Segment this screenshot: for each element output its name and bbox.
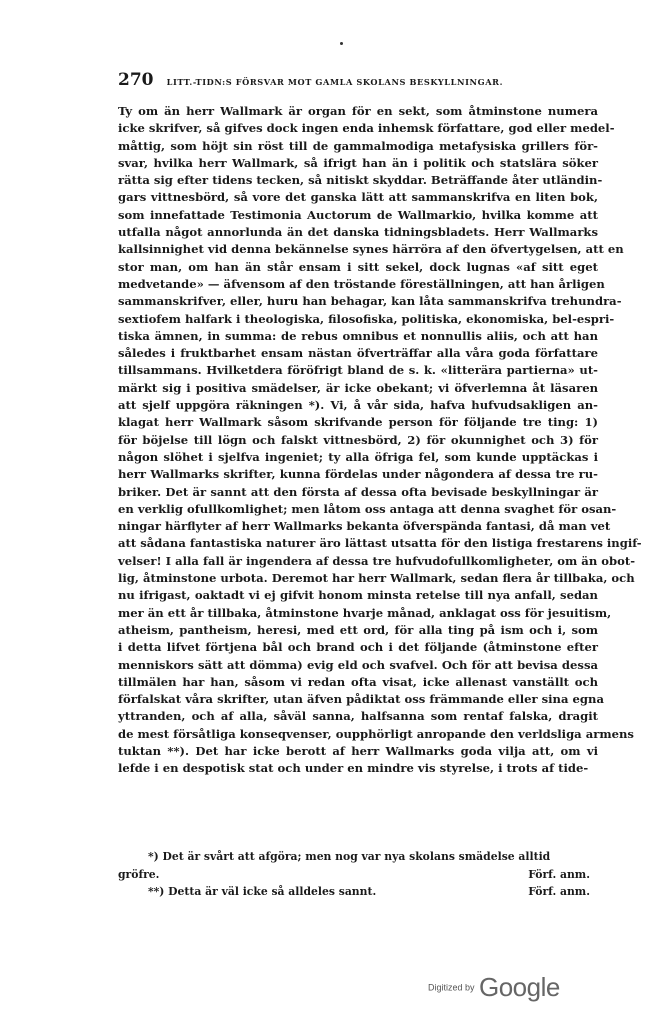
text-line: klagat herr Wallmark såsom skrifvande person för följande tre ting: 1) [118,415,598,430]
text-line: sextiofem halfark i theologiska, filosofiska, politiska, ekonomiska, bel-espri- [118,311,615,326]
text-line: rätta sig efter tidens tecken, så nitiskt skyddar. Beträffande åter utländin- [118,173,603,188]
text-line: förfalskat våra skrifter, utan äfven pådiktat oss främmande eller sina egna [118,692,604,707]
google-logo: Google [478,972,560,1002]
printer-mark [340,42,343,45]
text-line: gars vittnesbörd, så vore det ganska lätt att sammanskrifva en liten bok, [118,190,598,205]
text-line: tillmälen har han, såsom vi redan ofta visat, icke allenast vanställt och [118,674,598,689]
footnote-signature: Förf. anm. [528,867,590,881]
footnote-line [118,848,598,866]
text-line: icke skrifver, så gifves dock ingen enda inhemsk författare, god eller medel- [118,121,615,136]
text-line: briker. Det är sannt att den första af dessa ofta bevisade beskyllningar är [118,484,598,499]
text-line: för böjelse till lögn och falskt vittnesbörd, 2) för okunnighet och 3) för [118,432,598,447]
body-text [118,103,642,778]
text-line: atheism, pantheism, heresi, med ett ord, för alla ting på ism och i, som [118,622,598,637]
text-line: som innefattade Testimonia Auctorum de Wallmarkio, hvilka komme att [118,207,598,222]
text-line: Ty om än herr Wallmark är organ för en sekt, som åtminstone numera [118,104,598,118]
text-line: medvetande» — äfvensom af den tröstande föreställningen, att han årligen [118,276,605,291]
text-line: sammanskrifver, eller, huru han behagar, kan låta sammanskrifva trehundra- [118,294,622,309]
text-line: lefde i en despotisk stat och under en mindre vis styrelse, i trots af tide- [118,761,589,776]
text-line: någon slöhet i sjelfva ingeniet; ty alla öfriga fel, som kunde upptäckas i [118,449,598,464]
footnote-signature: Förf. anm. [528,885,590,898]
digitized-by-watermark [428,972,560,1003]
text-line: svar, hvilka herr Wallmark, så ifrigt han än i politik och statslära söker [118,155,598,170]
text-line: att sådana fantastiska naturer äro lättast utsatta för den listiga frestarens ingif- [118,536,642,551]
page-number: 270 [118,70,154,90]
text-line: velser! I alla fall är ingendera af dessa tre hufvudofullkomligheter, om än obot- [118,553,636,568]
text-line: yttranden, och af alla, såväl sanna, halfsanna som rentaf falska, dragit [118,709,598,724]
text-line: att sjelf uppgöra räkningen *). Vi, å vår sida, hafva hufvudsakligen an- [118,398,598,413]
text-line: nu ifrigast, oaktadt vi ej gifvit honom minsta retelse till nya anfall, sedan [118,588,598,603]
footnote-line [118,883,598,901]
text-line: tillsammans. Hvilketdera föröfrigt bland de s. k. «litterära partierna» ut- [118,363,598,378]
text-line: lig, åtminstone urbota. Deremot har herr Wallmark, sedan flera år tillbaka, och [118,571,635,586]
text-line: således i fruktbarhet ensam nästan öfverträffar alla våra goda författare [118,346,598,361]
text-line: utfalla något annorlunda än det danska tidningsbladets. Herr Wallmarks [118,225,598,240]
text-line: de mest försåtliga konseqvenser, oupphörligt anropande den verldsliga armens [118,726,634,741]
text-line: kallsinnighet vid denna bekännelse synes härröra af den öfvertygelsen, att en [118,242,624,257]
text-line: måttig, som höjt sin röst till de gammalmodiga metafysiska grillers för- [118,138,598,153]
text-line: herr Wallmarks skrifter, kunna fördelas under någondera af dessa tre ru- [118,467,598,482]
text-line: i detta lifvet förtjena bål och brand och i det följande (åtminstone efter [118,640,598,655]
text-line: en verklig ofullkomlighet; men låtom oss antaga att denna svaghet för osan- [118,501,617,516]
footnotes [118,848,598,901]
text-line: ningar härflyter af herr Wallmarks bekanta öfverspända fantasi, då man vet [118,519,611,534]
text-line: menniskors sätt att dömma) evig eld och svafvel. Och för att bevisa dessa [118,657,598,672]
footnote-text: *) Det är svårt att afgöra; men nog var nya skolans smädelse alltid [148,850,551,863]
text-line: märkt sig i positiva smädelser, är icke obekant; vi öfverlemna åt läsaren [118,380,598,395]
page-header [118,70,558,90]
footnote-text: gröfre. [118,867,160,881]
footnote-text: **) Detta är väl icke så alldeles sannt. [148,885,377,898]
text-line: tiska ämnen, in summa: de rebus omnibus et nonnullis aliis, och att han [118,328,598,343]
watermark-prefix: Digitized by [428,982,475,993]
text-line: tuktan **). Det har icke berott af herr Wallmarks goda vilja att, om vi [118,743,598,758]
text-line: mer än ett år tillbaka, åtminstone hvarje månad, anklagat oss för jesuitism, [118,605,612,620]
text-line: stor man, om han än står ensam i sitt sekel, dock lugnas «af sitt eget [118,259,598,274]
footnote-line [118,866,598,884]
running-head: LITT.-TIDN:S FÖRSVAR MOT GAMLA SKOLANS BESKYLLNINGAR. [166,77,504,87]
